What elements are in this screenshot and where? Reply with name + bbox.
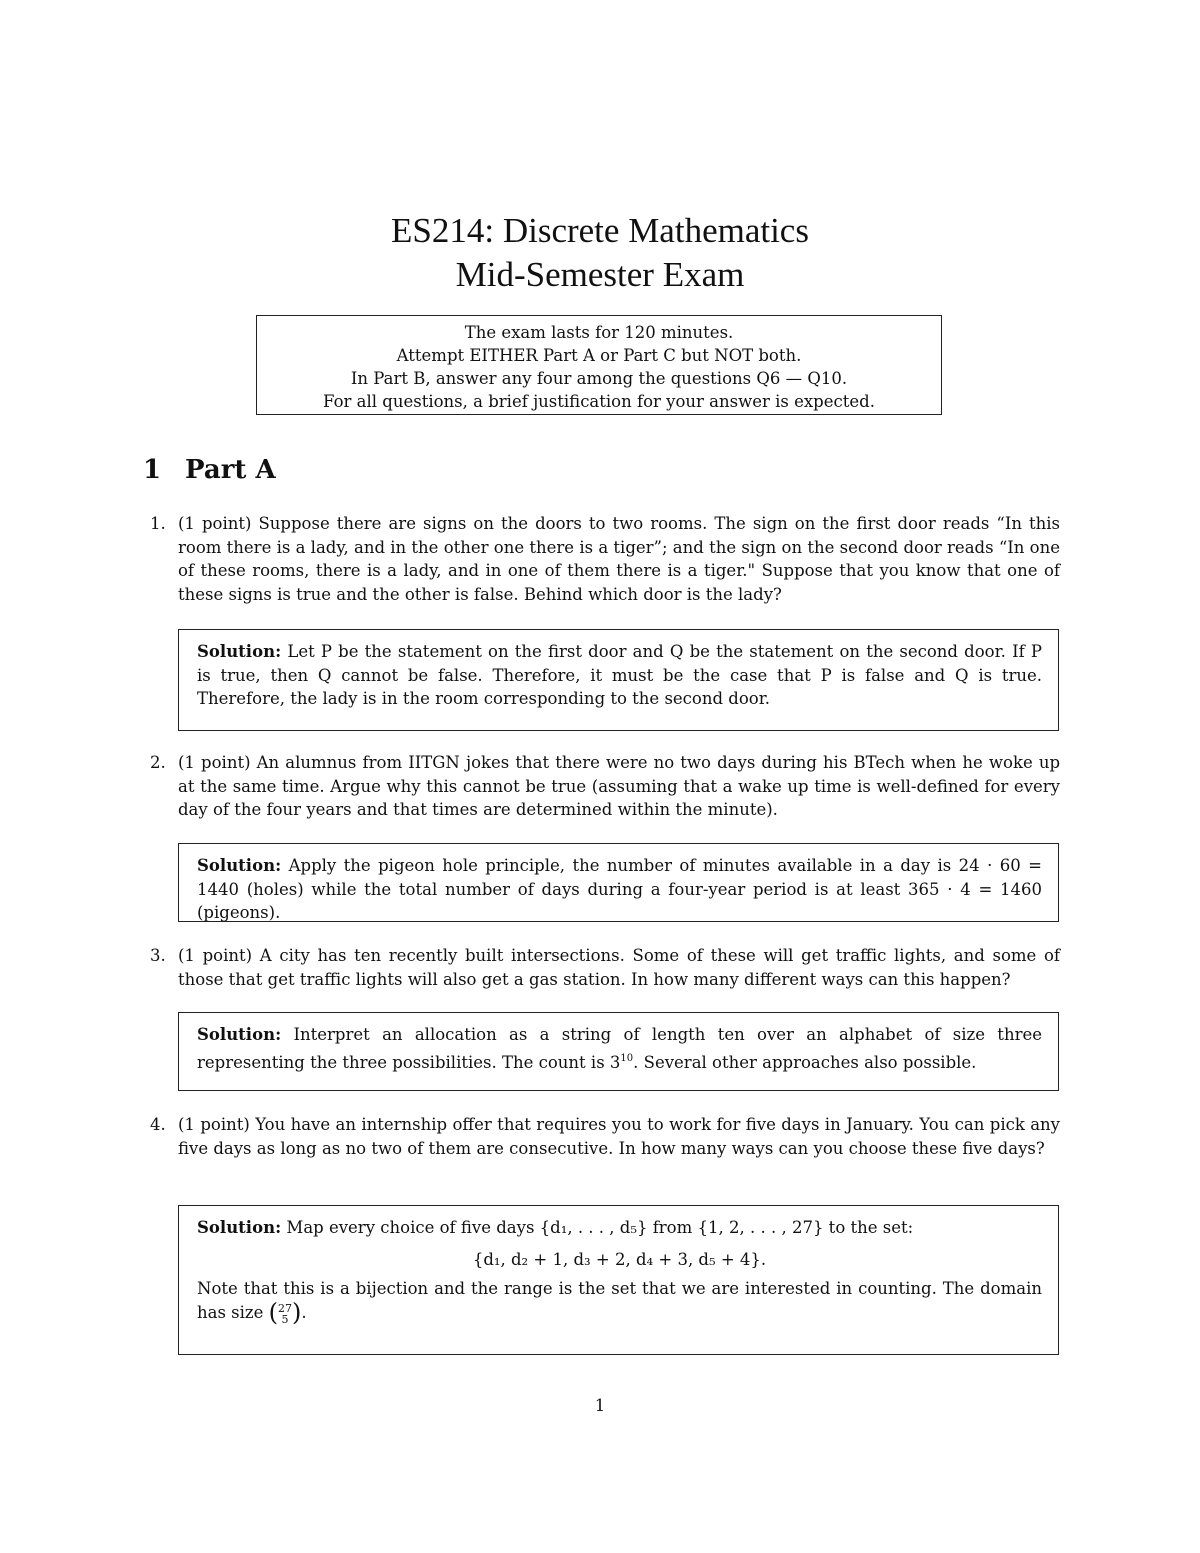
solution-label: Solution: <box>197 642 282 661</box>
solution-text: Map every choice of five days {d₁, . . . , d₅} from {1, 2, . . . , 27} to the set: <box>286 1218 914 1237</box>
binom-bottom: 5 <box>281 1312 289 1326</box>
question-text: You have an internship offer that requires you to work for five days in January. You can pick any five days as long as no two of them are consecutive. In how many ways can you choose these five days? <box>178 1115 1061 1158</box>
question-text: An alumnus from IITGN jokes that there were no two days during his BTech when he woke up at the same time. Argue why this cannot be true (assuming that a wake up time is well-defined for every day of the four years and that times are determined within the minute). <box>178 753 1061 820</box>
solution-box-1 <box>178 629 1059 731</box>
solution-text-end: . Several other approaches also possible. <box>633 1052 977 1072</box>
instructions-box <box>256 315 942 415</box>
question-number: 2. <box>150 753 166 772</box>
page-number: 1 <box>594 1396 606 1415</box>
solution-text: Apply the pigeon hole principle, the number of minutes available in a day is 24 · 60 = 1440 (holes) while the total number of days during a four-year period is at least 365 · 4 = 1460 (pigeons). <box>197 856 1042 923</box>
section-number: 1 <box>143 455 162 485</box>
question-2 <box>150 751 1060 822</box>
solution-text-2: Note that this is a bijection and the range is the set that we are interested in counting. The domain has size <box>197 1279 1042 1322</box>
instruction-line: Attempt EITHER Part A or Part C but NOT both. <box>396 346 802 365</box>
binomial-coefficient: (27 5 ) <box>268 1298 302 1327</box>
solution-label: Solution: <box>197 1218 282 1237</box>
question-points: (1 point) <box>178 514 252 533</box>
binom-top: 27 <box>278 1301 293 1315</box>
section-title: Part A <box>185 455 276 485</box>
question-number: 1. <box>150 514 166 533</box>
solution-text: Let P be the statement on the first door and Q be the statement on the second door. If P is true, then Q cannot be false. Therefore, it must be the case that P is false and Q is true. Therefore, the lady is in the room corresponding to the second door. <box>197 642 1042 709</box>
solution-exponent: 10 <box>620 1052 634 1064</box>
solution-text: Interpret an allocation as a string of length ten over an alphabet of size three representing the three possibilities. The count is 3 <box>197 1025 1042 1072</box>
exam-title: ES214: Discrete Mathematics <box>391 211 809 250</box>
solution-equation: {d₁, d₂ + 1, d₃ + 2, d₄ + 3, d₅ + 4}. <box>472 1249 767 1269</box>
solution-box-4 <box>178 1205 1059 1355</box>
instruction-line: The exam lasts for 120 minutes. <box>464 323 734 342</box>
question-text: A city has ten recently built intersections. Some of these will get traffic lights, and some of those that get traffic lights will also get a gas station. In how many different ways can this happen? <box>178 946 1060 989</box>
solution-box-2 <box>178 843 1059 922</box>
question-text: Suppose there are signs on the doors to two rooms. The sign on the first door reads “In this room there is a lady, and in the other one there is a tiger”; and the sign on the second door reads “In one of these rooms, there is a lady, and in one of them there is a tiger." Suppose that you know that one of these signs is true and the other is false. Behind which door is the lady? <box>178 514 1061 604</box>
instruction-line: In Part B, answer any four among the questions Q6 — Q10. <box>350 369 848 388</box>
solution-end: . <box>301 1302 307 1322</box>
question-1 <box>150 512 1060 606</box>
question-4 <box>150 1113 1060 1160</box>
question-number: 4. <box>150 1115 166 1134</box>
question-3 <box>150 944 1060 991</box>
solution-label: Solution: <box>197 856 282 875</box>
solution-label: Solution: <box>197 1025 282 1044</box>
question-points: (1 point) <box>178 946 253 965</box>
question-points: (1 point) <box>178 753 251 772</box>
question-points: (1 point) <box>178 1115 250 1134</box>
question-number: 3. <box>150 946 166 965</box>
exam-subtitle: Mid-Semester Exam <box>455 255 745 294</box>
solution-box-3 <box>178 1012 1059 1091</box>
section-heading <box>143 452 276 488</box>
instruction-line: For all questions, a brief justification for your answer is expected. <box>323 392 875 411</box>
